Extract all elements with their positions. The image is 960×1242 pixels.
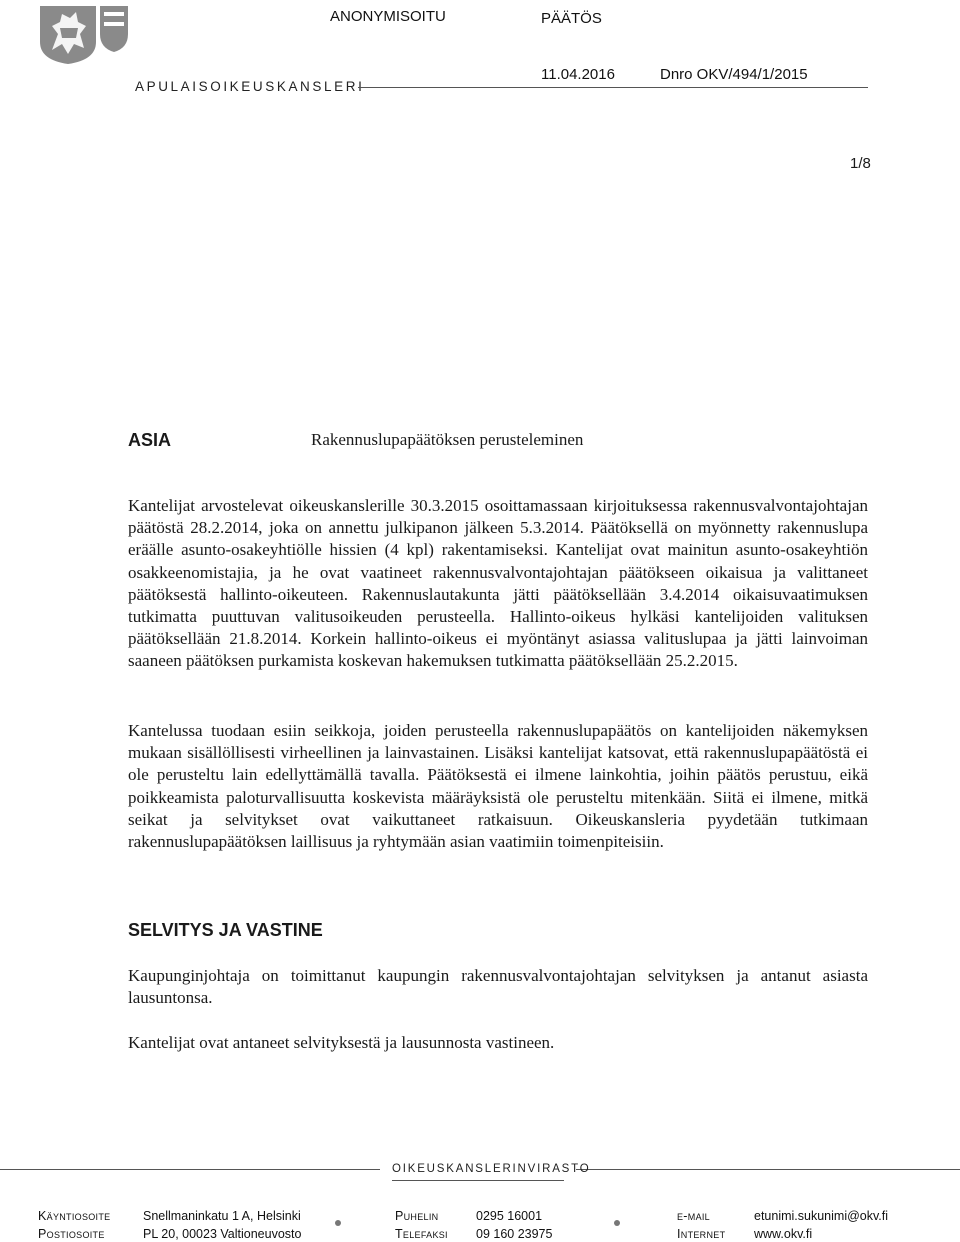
section-heading-selvitys: SELVITYS JA VASTINE: [128, 920, 323, 940]
footer-website-link[interactable]: www.okv.fi: [754, 1227, 813, 1241]
footer-phone-number: 0295 16001: [476, 1209, 543, 1223]
organization-name: APULAISOIKEUSKANSLERI: [135, 79, 365, 94]
asia-title: Rakennuslupapäätöksen perusteleminen: [311, 430, 584, 449]
footer-email-label: e-mail: [677, 1209, 710, 1223]
footer-separator-dot: [614, 1220, 620, 1226]
document-number: Dnro OKV/494/1/2015: [660, 66, 808, 83]
footer-org-underline: [392, 1180, 564, 1181]
footer-post-address: PL 20, 00023 Valtioneuvosto: [143, 1227, 302, 1241]
footer-internet-label: Internet: [677, 1227, 726, 1241]
classification-label: ANONYMISOITU: [330, 8, 446, 25]
document-type: PÄÄTÖS: [541, 10, 602, 27]
paragraph-2: Kantelussa tuodaan esiin seikkoja, joiden perusteella rakennuslupapäätös on kantelijoiden näkemyksen mukaan sisällöllisesti virheellinen ja lainvastainen. Lisäksi kantelijat katsovat, että rakennuslupapäätöstä ei ole perusteltu lain edellyttämällä tavalla. Päätöksestä ei ilmene lainkohtia, joihin päätös perustuu, eikä poikkeamista paloturvallisuutta koskevista määräyksistä ole perusteltu mitenkään. Siitä ei ilmene, mitkä seikat ja selvitykset ovat vaikuttaneet ratkaisuun. Oikeuskansleria pyydetään tutkimaan rakennuslupapäätöksen laillisuus ja ryhtymään asian vaatimiin toimenpiteisiin.: [128, 721, 868, 852]
document-date: 11.04.2016: [541, 66, 615, 83]
paragraph-4: Kantelijat ovat antaneet selvityksestä ja lausunnosta vastineen.: [128, 1033, 555, 1052]
footer-fax-label: Telefaksi: [395, 1227, 448, 1241]
coat-of-arms-logo: [38, 4, 130, 66]
footer-visit-address: Snellmaninkatu 1 A, Helsinki: [143, 1209, 301, 1223]
footer-email-link[interactable]: etunimi.sukunimi@okv.fi: [754, 1209, 889, 1223]
footer-separator-dot: [335, 1220, 341, 1226]
header-divider: [358, 87, 868, 88]
footer-phone-label: Puhelin: [395, 1209, 439, 1223]
footer-visit-label: Käyntiosoite: [38, 1209, 111, 1223]
footer-divider-right: [576, 1169, 960, 1170]
paragraph-3: Kaupunginjohtaja on toimittanut kaupungin rakennusvalvontajohtajan selvityksen ja antanut asiasta lausuntonsa.: [128, 966, 868, 1008]
footer-post-label: Postiosoite: [38, 1227, 105, 1241]
page-number: 1/8: [850, 155, 871, 172]
footer-divider-left: [0, 1169, 380, 1170]
asia-label: ASIA: [128, 430, 172, 450]
footer-fax-number: 09 160 23975: [476, 1227, 553, 1241]
footer-organization-name: OIKEUSKANSLERINVIRASTO: [392, 1163, 591, 1175]
paragraph-1: Kantelijat arvostelevat oikeuskanslerille 30.3.2015 osoittamassaan kirjoituksessa rakennusvalvontajohtajan päätöstä 28.2.2014, joka on annettu julkipanon jälkeen 5.3.2014. Päätöksellä on myönnetty rakennuslupa eräälle asunto-osakeyhtiölle hissien (4 kpl) rakentamiseksi. Kantelijat ovat mainitun asunto-osakeyhtiön osakkeenomistajia, ja he ovat vaatineet rakennusvalvontajohtajan päätökseen oikaisua ja valittaneet päätöksestä hallinto-oikeuteen. Rakennuslautakunta jätti päätöksellään 3.4.2014 oikaisuvaatimuksen tutkimatta puuttuvan valitusoikeuden perusteella. Hallinto-oikeus hylkäsi kantelijoiden valituksen päätöksellään 21.8.2014. Korkein hallinto-oikeus ei myöntänyt asiassa valituslupaa ja jätti lainvoiman saaneen päätöksen purkamista koskevan hakemuksen tutkimatta päätöksellään 25.2.2015.: [128, 496, 868, 671]
